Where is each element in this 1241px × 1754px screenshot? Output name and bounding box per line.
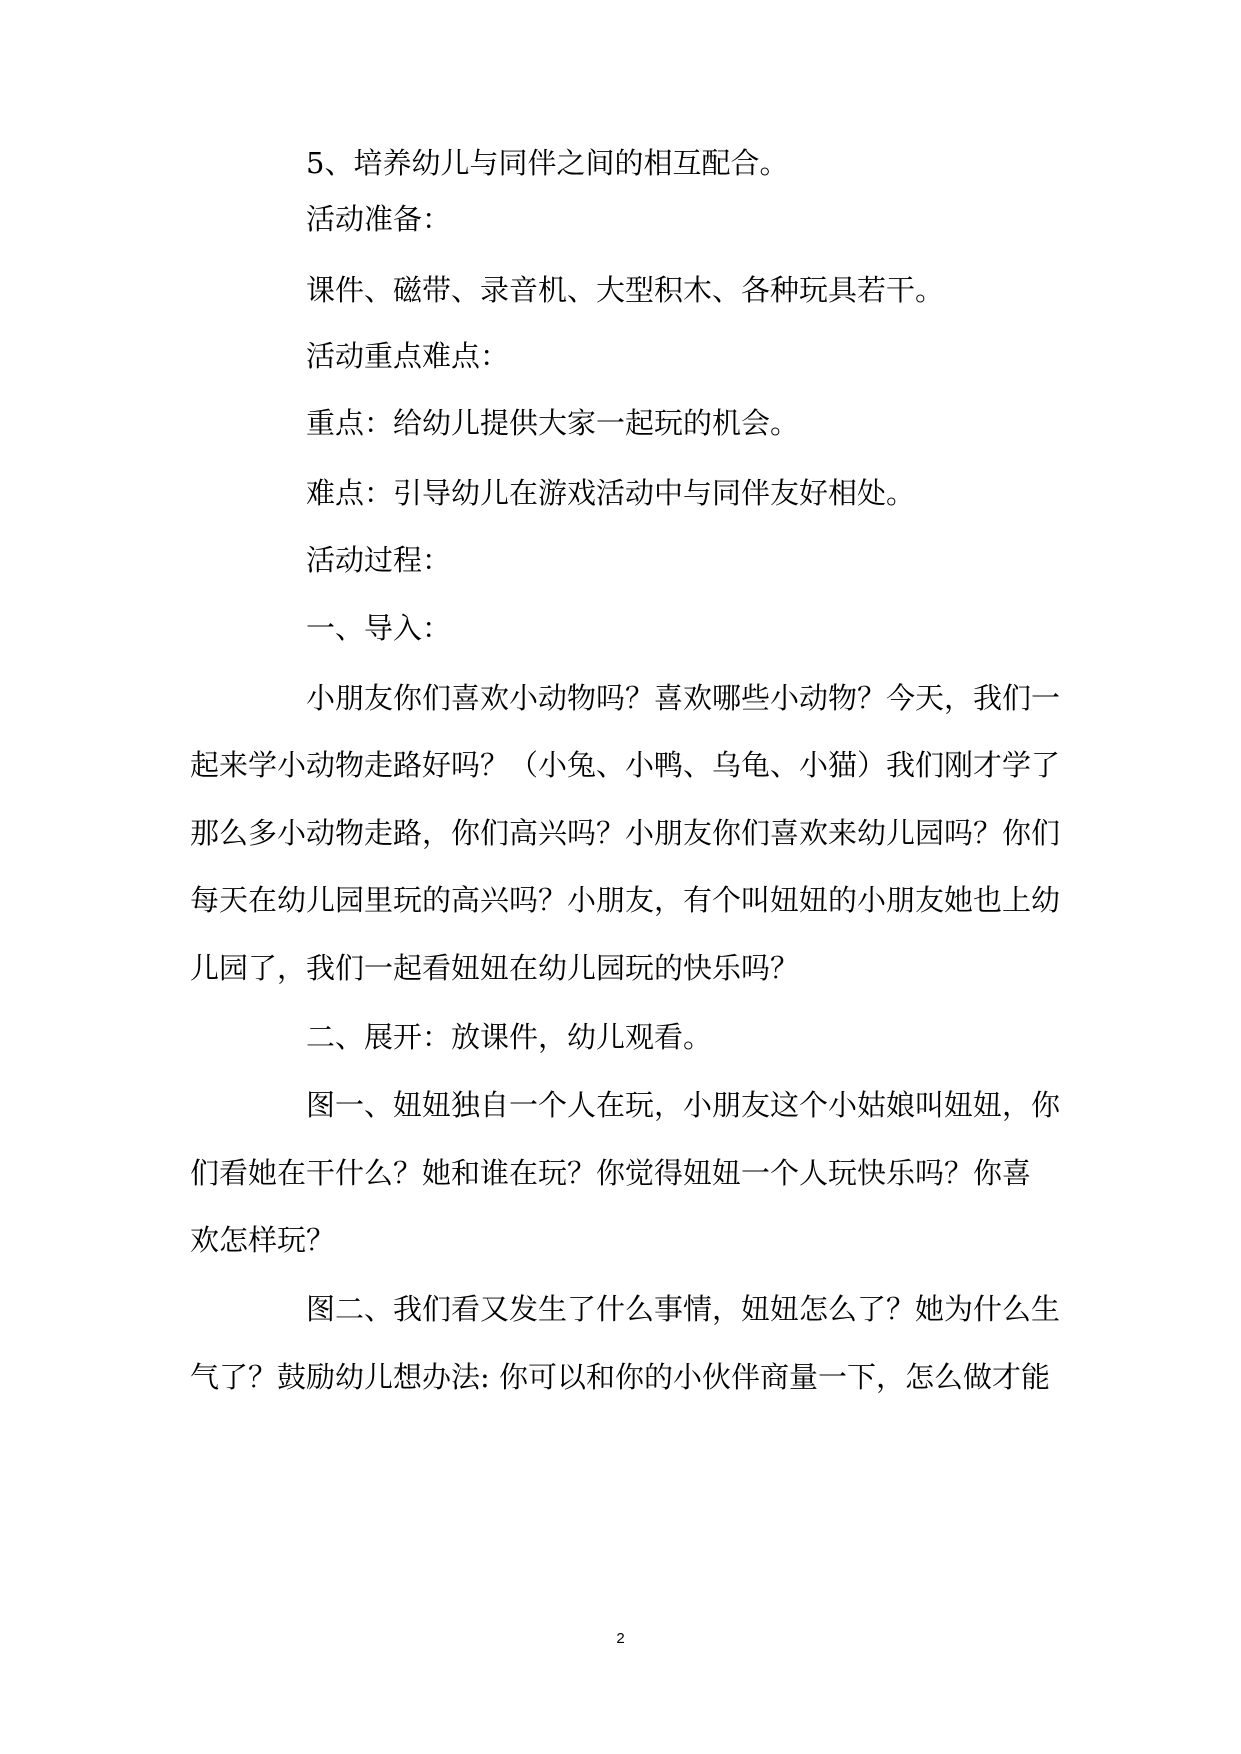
paragraph-line: 那么多小动物走路，你们高兴吗？小朋友你们喜欢来幼儿园吗？你们 xyxy=(190,816,1061,850)
paragraph-line: 欢怎样玩？ xyxy=(190,1223,336,1257)
section-heading: 一、导入： xyxy=(306,611,452,645)
text-line: 5、培养幼儿与同伴之间的相互配合。 xyxy=(306,146,789,180)
paragraph-line: 图一、妞妞独自一个人在玩，小朋友这个小姑娘叫妞妞，你 xyxy=(306,1088,1061,1122)
section-heading: 活动重点难点： xyxy=(306,339,510,373)
text-line: 难点：引导幼儿在游戏活动中与同伴友好相处。 xyxy=(306,476,916,510)
text-line: 重点：给幼儿提供大家一起玩的机会。 xyxy=(306,406,800,440)
page-number: 2 xyxy=(616,1630,625,1647)
paragraph-line: 们看她在干什么？她和谁在玩？你觉得妞妞一个人玩快乐吗？你喜 xyxy=(190,1156,1032,1190)
paragraph-line: 气了？鼓励幼儿想办法: 你可以和你的小伙伴商量一下，怎么做才能 xyxy=(190,1360,1050,1394)
paragraph-line: 儿园了，我们一起看妞妞在幼儿园玩的快乐吗？ xyxy=(190,951,800,985)
section-heading: 活动准备： xyxy=(306,202,452,236)
section-heading: 二、展开：放课件，幼儿观看。 xyxy=(306,1020,713,1054)
text-line: 课件、磁带、录音机、大型积木、各种玩具若干。 xyxy=(306,273,945,307)
paragraph-line: 起来学小动物走路好吗？（小兔、小鸭、乌龟、小猫）我们刚才学了 xyxy=(190,748,1061,782)
section-heading: 活动过程： xyxy=(306,543,452,577)
paragraph-line: 小朋友你们喜欢小动物吗？喜欢哪些小动物？今天，我们一 xyxy=(306,681,1061,715)
paragraph-line: 图二、我们看又发生了什么事情，妞妞怎么了？她为什么生 xyxy=(306,1292,1061,1326)
paragraph-line: 每天在幼儿园里玩的高兴吗？小朋友，有个叫妞妞的小朋友她也上幼 xyxy=(190,883,1061,917)
